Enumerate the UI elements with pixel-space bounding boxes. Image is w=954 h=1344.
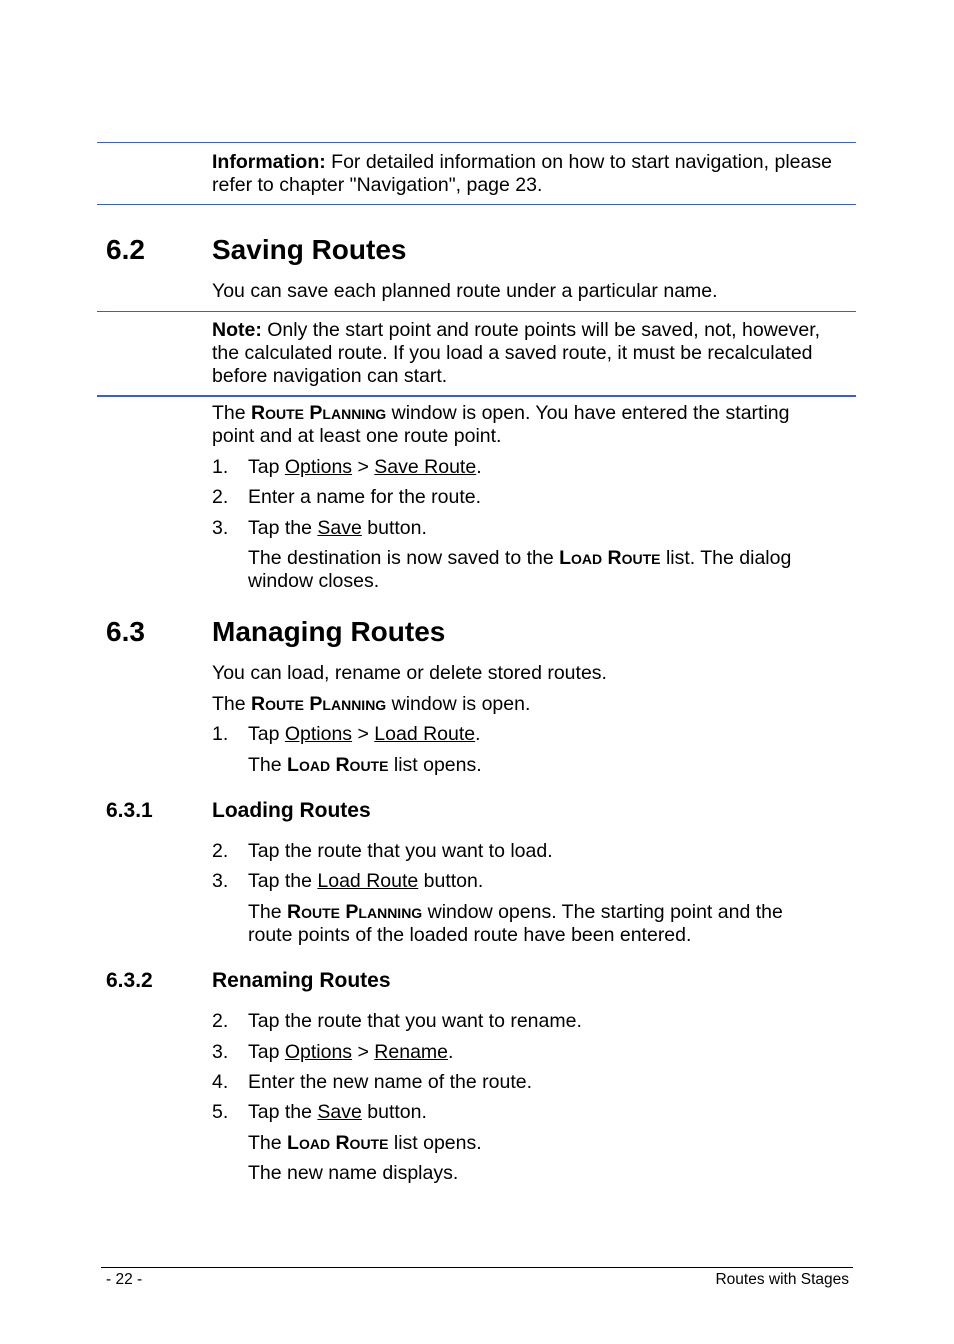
step-text: Tap Options > Rename. [248, 1041, 454, 1063]
options-link[interactable]: Options [284, 456, 353, 478]
note-line3: before navigation can start. [212, 365, 448, 387]
save-link[interactable]: Save [317, 1101, 362, 1123]
step-text: Tap the route that you want to rename. [248, 1010, 582, 1032]
list-name: Load Route [287, 1132, 389, 1154]
step-number: 3. [212, 517, 229, 539]
step-number: 3. [212, 870, 229, 892]
section-intro: You can save each planned route under a particular name. [212, 280, 718, 302]
precondition-line1: The Route Planning window is open. You have entered the starting [212, 402, 790, 424]
subsection-number: 6.3.1 [106, 799, 153, 822]
save-route-link[interactable]: Save Route [374, 456, 477, 478]
precondition: The Route Planning window is open. [212, 693, 531, 715]
step-number: 5. [212, 1101, 229, 1123]
step-text: Tap the Save button. [248, 517, 427, 539]
rename-link[interactable]: Rename [374, 1041, 449, 1063]
step-text: Enter a name for the route. [248, 486, 482, 508]
step-number: 1. [212, 723, 229, 745]
precondition-line2: point and at least one route point. [212, 425, 502, 447]
note-line2: the calculated route. If you load a saved route, it must be recalculated [212, 342, 813, 364]
options-link[interactable]: Options [284, 1041, 353, 1063]
list-name: Load Route [287, 754, 389, 776]
note-bottom-rule [97, 395, 856, 397]
subsection-title: Loading Routes [212, 799, 371, 822]
step-text: Tap the Save button. [248, 1101, 427, 1123]
step-result-line1: The Route Planning window opens. The starting point and the [248, 901, 783, 923]
info-box-bottom-rule [97, 204, 856, 205]
section-intro: You can load, rename or delete stored routes. [212, 662, 607, 684]
note-line1: Note: Only the start point and route points will be saved, not, however, [212, 319, 821, 341]
window-name: Route Planning [251, 693, 387, 715]
options-link[interactable]: Options [284, 723, 353, 745]
subsection-title: Renaming Routes [212, 969, 391, 992]
step-text: Enter the new name of the route. [248, 1071, 533, 1093]
window-name: Route Planning [251, 402, 387, 424]
note-top-rule [97, 311, 856, 312]
section-title: Saving Routes [212, 234, 407, 265]
load-route-link[interactable]: Load Route [374, 723, 476, 745]
step-number: 2. [212, 840, 229, 862]
step-number: 3. [212, 1041, 229, 1063]
step-result: The new name displays. [248, 1162, 459, 1184]
section-title: Managing Routes [212, 616, 446, 647]
footer-rule [101, 1267, 853, 1268]
step-number: 2. [212, 486, 229, 508]
subsection-number: 6.3.2 [106, 969, 153, 992]
step-text: Tap Options > Load Route. [248, 723, 481, 745]
step-number: 1. [212, 456, 229, 478]
section-number: 6.3 [106, 616, 145, 647]
page-number: - 22 - [106, 1271, 143, 1288]
step-result-line2: window closes. [248, 570, 380, 592]
save-link[interactable]: Save [317, 517, 362, 539]
step-result: The Load Route list opens. [248, 754, 482, 776]
step-result-line1: The destination is now saved to the Load Route list. The dialog [248, 547, 792, 569]
step-text: Tap Options > Save Route. [248, 456, 482, 478]
step-number: 2. [212, 1010, 229, 1032]
step-number: 4. [212, 1071, 229, 1093]
info-box-line2: refer to chapter "Navigation", page 23. [212, 174, 543, 196]
list-name: Load Route [559, 547, 661, 569]
section-number: 6.2 [106, 234, 145, 265]
step-result-line2: route points of the loaded route have been entered. [248, 924, 692, 946]
step-text: Tap the Load Route button. [248, 870, 484, 892]
info-box-line1: Information: For detailed information on how to start navigation, please [212, 151, 832, 173]
note-label: Note: [212, 319, 262, 341]
step-text: Tap the route that you want to load. [248, 840, 553, 862]
chapter-title: Routes with Stages [715, 1271, 849, 1288]
step-result: The Load Route list opens. [248, 1132, 482, 1154]
load-route-link[interactable]: Load Route [317, 870, 419, 892]
window-name: Route Planning [287, 901, 423, 923]
info-box-top-rule [97, 142, 856, 143]
info-label: Information: [212, 151, 326, 173]
